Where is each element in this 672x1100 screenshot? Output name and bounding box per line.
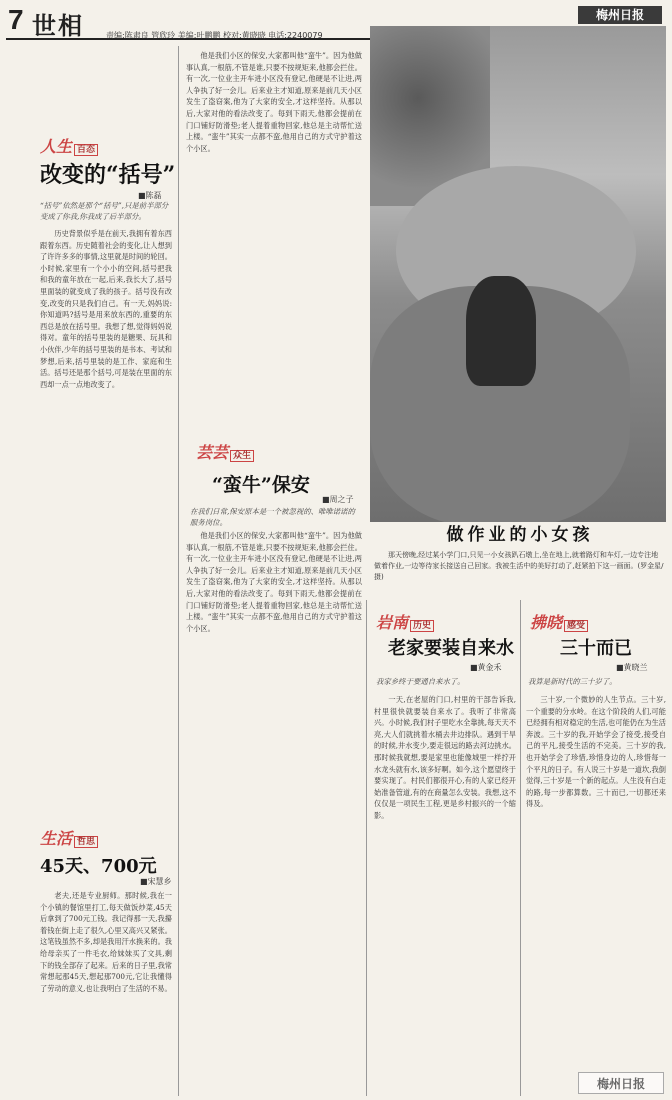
newspaper-logo: 梅州日报 <box>578 6 662 24</box>
newspaper-watermark: 梅州日报 <box>578 1072 664 1094</box>
column-rule <box>366 600 367 1096</box>
article-headline: 改变的“括号” <box>40 162 176 188</box>
article-byline: ■黄金禾 <box>470 663 502 672</box>
column-tag: 拂晓 感受 <box>530 610 588 633</box>
column-tag: 芸芸 众生 <box>196 440 254 463</box>
column-tag: 人生 百态 <box>40 134 98 157</box>
article-body: 历史背景似乎是在前天,我拥有着东西跟着东西。历史随着社会的变化,让人想到了许许多多的事情,这里就是时间的轮回。小时候,家里有一个小小的空间,括号把我和我的童年放在一起,后来,我长大了,括号里面装的就变成了我的孩子。括号没有改变,改变的只是我们自己。有一天,妈妈说:你知道吗?括号是用来放东西的,重要的东西总是放在括号里。我想了想,觉得妈妈说得对。童年的括号里装的是糖果、玩具和小伙伴,少年的括号里装的是书本、考试和梦想,后来,括号里装的是工作、家庭和生活。括号还是那个括号,可是装在里面的东西却一点一点地改变了。 <box>40 229 172 389</box>
section-name: 世相 <box>32 12 84 40</box>
article-lede: 在我们日常,保安原本是一个被忽视的、唯唯诺诺的服务岗位。 <box>190 507 355 527</box>
article-body: 一天,在老屋的门口,村里的干部告诉我,村里很快就要装自来水了。我听了非常高兴。小时候,我们村子里吃水全靠挑,每天天不亮,大人们就挑着水桶去井边排队。遇到干旱的时候,井水变少,要走很远的路去河边挑水。那时候我就想,要是家里也能像城里一样拧开水龙头就有水,该多好啊。如今,这个愿望终于要实现了。村民们都很开心,有的人家已经开始准备管道,有的在商量怎么安装。我想,这不仅仅是一项民生工程,更是乡村振兴的一个缩影。 <box>374 695 516 820</box>
page-number: 7 <box>8 4 24 35</box>
article-lede: 我算是新时代的三十岁了。 <box>528 677 617 686</box>
column-tag: 岩南 历史 <box>376 610 434 633</box>
column-rule <box>178 46 179 1096</box>
editor-credits: 责编:陈肃良 管欣玲 美编:叶鹏鹏 校对:黄晓晓 电话:2240079 <box>106 31 323 40</box>
article-body: 他是我们小区的保安,大家都叫他“蛮牛”。因为他做事认真,一根筋,不管是谁,只要不按规矩来,他都会拦住。有一次,一位业主开车进小区没有登记,他硬是不让进,两人争执了好一会儿。后来业主才知道,原来是前几天小区发生了盗窃案,他为了大家的安全,才这样坚持。从那以后,大家对他的看法改变了。每到下雨天,他都会提前在门口铺好防滑垫;老人提着重物回家,他总是主动帮忙送上楼。“蛮牛”其实一点都不蛮,他用自己的方式守护着这个小区。 <box>186 531 362 633</box>
article-body: 他是我们小区的保安,大家都叫他“蛮牛”。因为他做事认真,一根筋,不管是谁,只要不按规矩来,他都会拦住。有一次,一位业主开车进小区没有登记,他硬是不让进,两人争执了好一会儿。后来业主才知道,原来是前几天小区发生了盗窃案,他为了大家的安全,才这样坚持。从那以后,大家对他的看法改变了。每到下雨天,他都会提前在门口铺好防滑垫;老人提着重物回家,他总是主动帮忙送上楼。“蛮牛”其实一点都不蛮,他用自己的方式守护着这个小区。 <box>186 51 362 153</box>
column-tag: 生活 哲思 <box>40 826 98 849</box>
article-byline: ■黄晓兰 <box>616 663 648 672</box>
article-headline: 三十而已 <box>560 638 632 659</box>
article-byline: ■周之子 <box>322 495 354 504</box>
photo-caption: 那天傍晚,经过某小学门口,只见一小女孩趴石墩上,坐在地上,就着路灯和车灯,一边专注地做着作业,一边等待家长接送自己回家。我被生活中的美好打动了,赶紧拍下这一画面。(罗金星/摄) <box>374 551 664 581</box>
article-body: 老夫,还是专业厨师。那时候,我在一个小镇的餐馆里打工,每天做饭炒菜,45天后拿到了700元工钱。我记得那一天,我攥着钱在街上走了很久,心里又高兴又紧张。这笔钱虽然不多,却是我用汗水换来的。我给母亲买了一件毛衣,给妹妹买了文具,剩下的钱全部存了起来。后来的日子里,我常常想起那45天,想起那700元,它让我懂得了劳动的意义,也让我明白了生活的不易。 <box>40 891 172 993</box>
article-byline: ■陈磊 <box>138 191 162 200</box>
article-lede: “括号”依然是那个“括号”,只是前半部分变成了你我,你我成了后半部分。 <box>40 201 169 221</box>
article-byline: ■宋慧乡 <box>140 877 172 886</box>
column-rule <box>520 600 521 1096</box>
article-headline: 老家要装自来水 <box>388 638 514 659</box>
article-headline: “蛮牛”保安 <box>212 474 310 496</box>
photo-girl-doing-homework <box>370 26 666 522</box>
article-headline: 45天、700元 <box>40 856 157 877</box>
photo-title: 做作业的小女孩 <box>446 525 594 545</box>
article-body: 三十岁,一个微妙的人生节点。三十岁,一个重要的分水岭。在这个阶段的人们,可能已经拥有相对稳定的生活,也可能仍在为生活奔波。三十岁的我,开始学会了接受,接受自己的平凡,接受生活的不完美。三十岁的我,也开始学会了珍惜,珍惜身边的人,珍惜每一个平凡的日子。有人说三十岁是一道坎,我倒觉得,三十岁是一个新的起点。人生没有白走的路,每一步都算数。三十而已,一切都还来得及。 <box>526 695 666 809</box>
article-lede: 我家乡终于要通自来水了。 <box>376 677 465 686</box>
